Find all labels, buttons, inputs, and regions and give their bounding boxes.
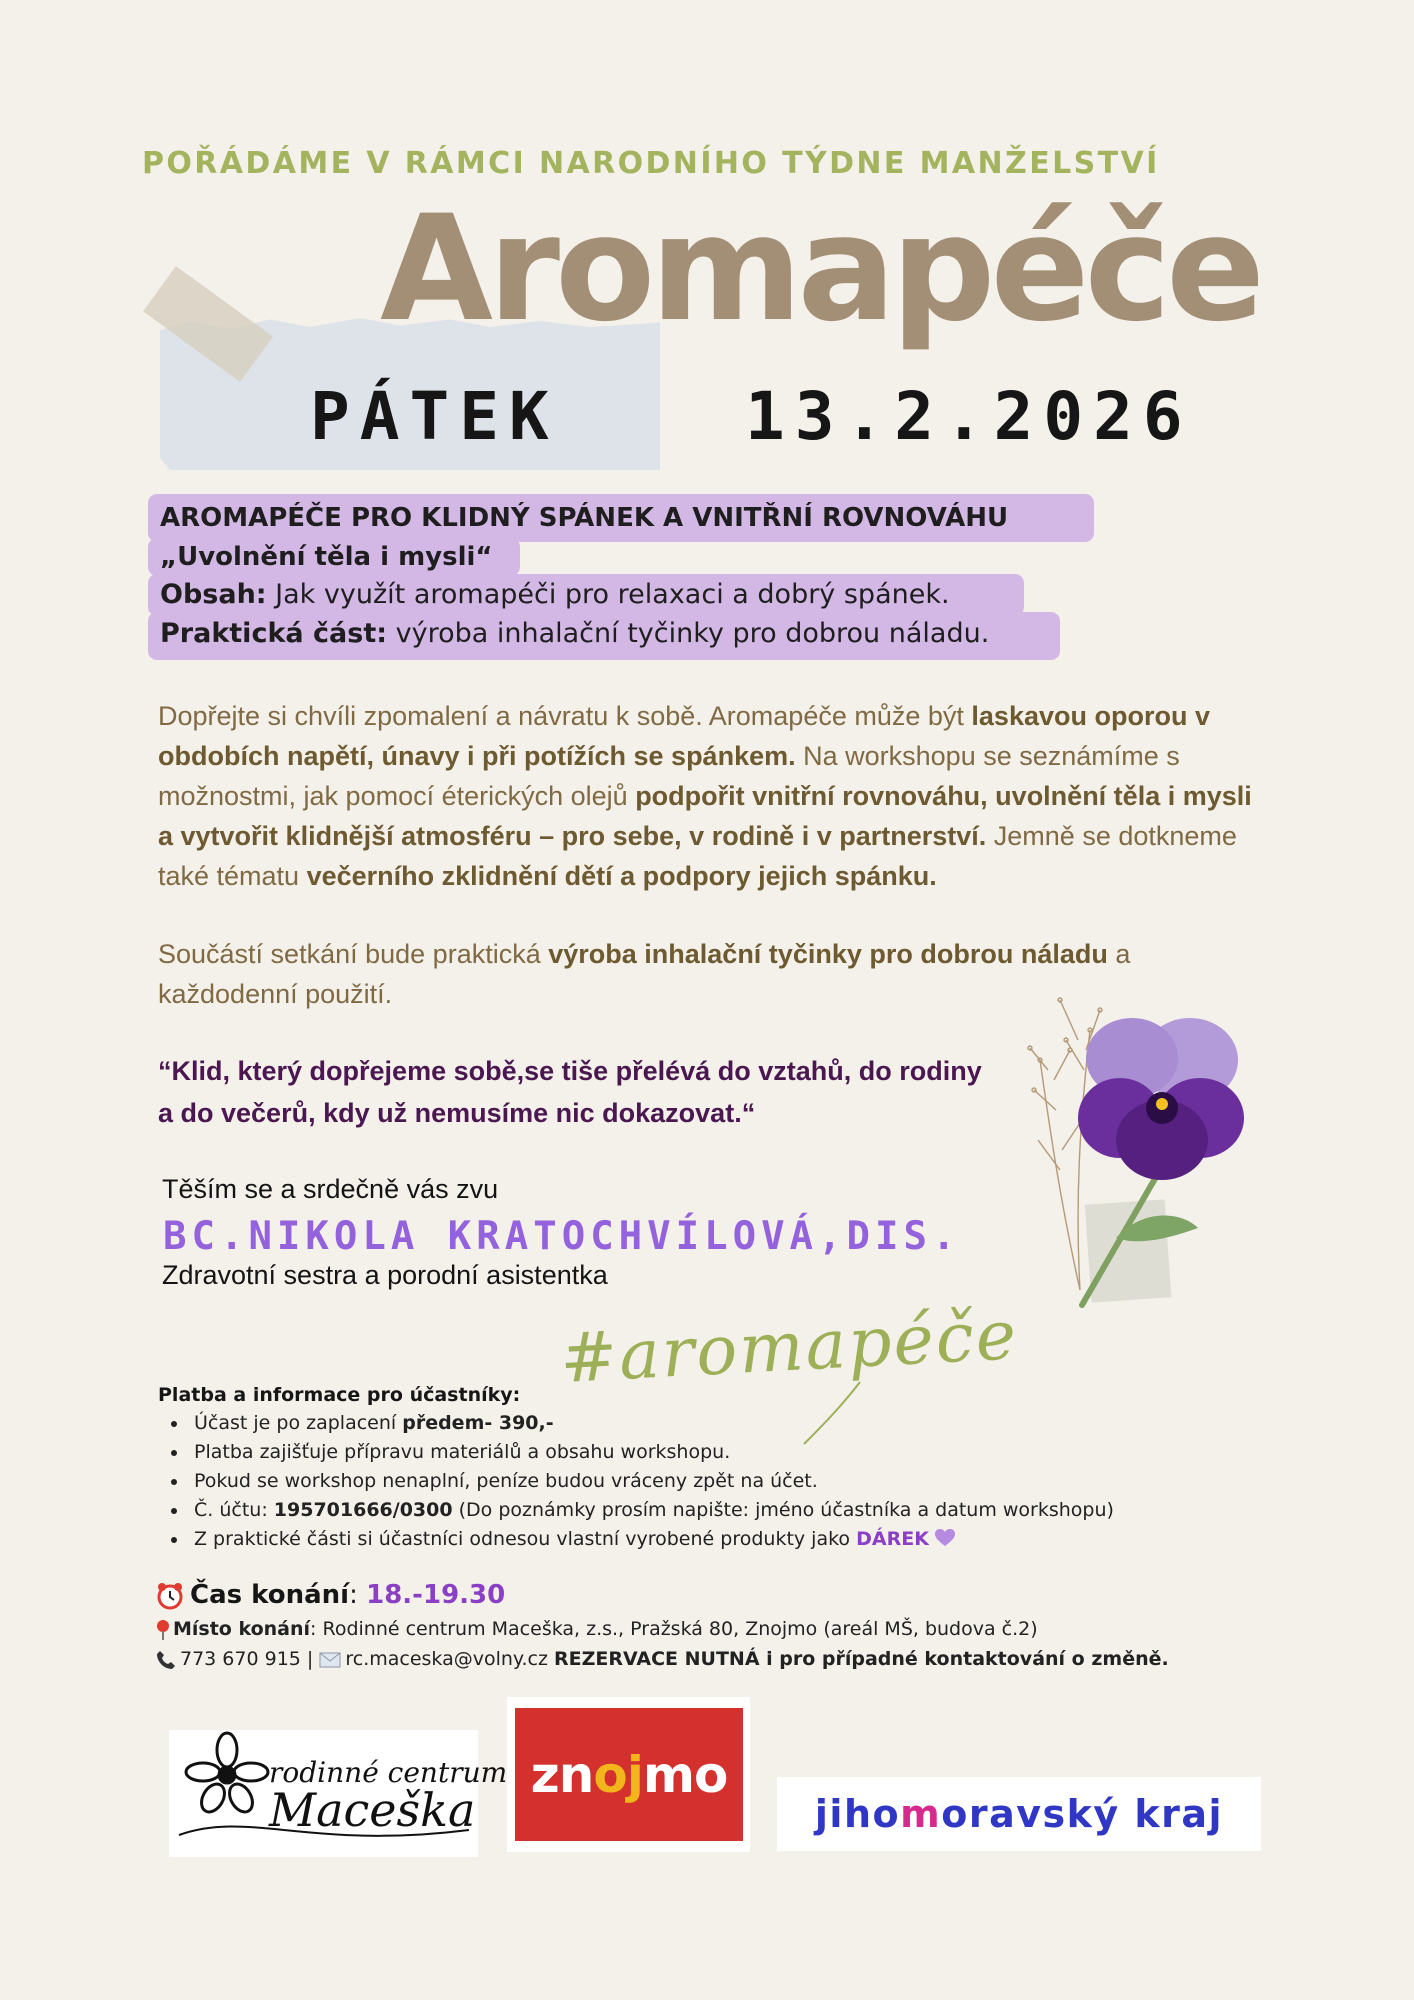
znojmo-logo [507,1697,750,1852]
maceska-line1: rodinné centrum [269,1756,508,1789]
practical-emphasis: výroba inhalační tyčinky pro dobrou náladu [548,939,1108,969]
practical-text: Součástí setkání bude praktická [158,939,549,969]
phone-icon [156,1650,176,1670]
organizer-kicker: POŘÁDÁME V RÁMCI NARODNÍHO TÝDNE MANŽELSTVÍ [142,146,1160,181]
list-text: Z praktické části si účastníci odnesou vlastní vyrobené produkty jako [194,1528,857,1550]
program-practical [148,612,1060,660]
content-text: Jak využít aromapéči pro relaxaci a dobrý spánek. [266,579,950,610]
time-label: Čas konání [190,1580,350,1610]
pansy-flower-illustration [1020,970,1260,1320]
host-role: Zdravotní sestra a porodní asistentka [162,1260,608,1290]
jmk-accent: m [900,1792,942,1836]
list-text: Č. účtu: [194,1499,274,1521]
host-name: BC.NIKOLA KRATOCHVÍLOVÁ,DIS. [163,1214,961,1259]
intro-text: Na workshopu se seznámíme s možnostmi, jak pomocí éterických olejů [158,741,1180,811]
list-item: Platba zajišťuje přípravu materiálů a obsahu workshopu. [168,1438,1114,1467]
alarm-clock-icon [156,1582,184,1610]
email-address[interactable]: rc.maceska@volny.cz [345,1648,554,1670]
practical-text: výroba inhalační tyčinky pro dobrou náladu. [387,618,990,649]
poster-title: Aromapéče [380,184,1261,354]
list-item [168,1525,1114,1554]
phone-number[interactable]: 773 670 915 | [180,1648,320,1670]
time-value: 18.-19.30 [366,1580,506,1610]
jihomoravsky-kraj-logo [777,1777,1261,1851]
practical-label: Praktická část: [160,618,388,649]
list-item [168,1496,1114,1525]
event-time: Čas konání: 18.-19.30 [156,1580,505,1610]
program-subtitle: „Uvolnění těla i mysli“ [148,538,520,576]
event-day: PÁTEK [310,378,559,455]
bank-account: 195701666/0300 [273,1499,453,1521]
invitation: Těším se a srdečně vás zvu [162,1174,499,1204]
contact-line [156,1648,1169,1670]
gift-label: DÁREK [856,1528,929,1550]
payment-list [168,1409,1114,1554]
hashtag: #aromapéče [558,1296,1020,1399]
program-content [148,574,1024,616]
place-value: : Rodinné centrum Maceška, z.s., Pražská 80, Znojmo (areál MŠ, budova č.2) [310,1618,1038,1640]
quote-line: a do večerů, kdy už nemusíme nic dokazovat.“ [158,1098,756,1128]
list-text: (Do poznámky prosím napište: jméno účastníka a datum workshopu) [452,1499,1114,1521]
program-heading: AROMAPÉČE PRO KLIDNÝ SPÁNEK A VNITŘNÍ ROVNOVÁHU [148,494,1094,542]
place-label: Místo konání [173,1618,311,1640]
intro-emphasis: večerního zklidnění dětí a podpory jejich spánku. [306,861,937,891]
heart-icon [935,1529,955,1547]
price: předem- 390,- [402,1412,554,1434]
intro-text: Dopřejte si chvíli zpomalení a návratu k sobě. Aromapéče může být [158,701,972,731]
maceska-logo [169,1730,508,1857]
event-place [156,1618,1038,1640]
tape-piece [1085,1199,1172,1302]
list-text: Účast je po zaplacení [194,1412,403,1434]
list-item [168,1409,1114,1438]
intro-emphasis: podpořit vnitřní rovnováhu, uvolnění těla i mysli a vytvořit klidnější atmosféru – pro sebe, v rodině i v partnerství. [158,781,1252,851]
znojmo-accent: oj [593,1745,643,1804]
maceska-line2: Maceška [269,1783,476,1837]
map-pin-icon [156,1620,170,1640]
quote [158,1050,1058,1134]
content-label: Obsah: [160,579,267,610]
intro-text: Jemně se dotkneme také tématu [158,821,1237,891]
znojmo-text: zn [530,1745,594,1804]
jmk-text: jiho [814,1792,901,1836]
flower-pollen [1156,1098,1168,1110]
quote-line: “Klid, který dopřejeme sobě,se tiše přelévá do vztahů, do rodiny [158,1056,982,1086]
intro-paragraph [158,696,1258,896]
jmk-text: oravský kraj [941,1792,1224,1836]
practical-text: a každodenní použití. [158,939,1131,1009]
znojmo-text: mo [642,1745,728,1804]
intro-emphasis: laskavou oporou v obdobích napětí, únavy i při potížích se spánkem. [158,701,1210,771]
reservation-note: REZERVACE NUTNÁ i pro případné kontaktování o změně. [553,1648,1169,1670]
list-item: Pokud se workshop nenaplní, peníze budou vráceny zpět na účet. [168,1467,1114,1496]
envelope-icon [319,1652,341,1668]
payment-heading: Platba a informace pro účastníky: [158,1384,521,1406]
event-date: 13.2.2026 [745,378,1193,455]
